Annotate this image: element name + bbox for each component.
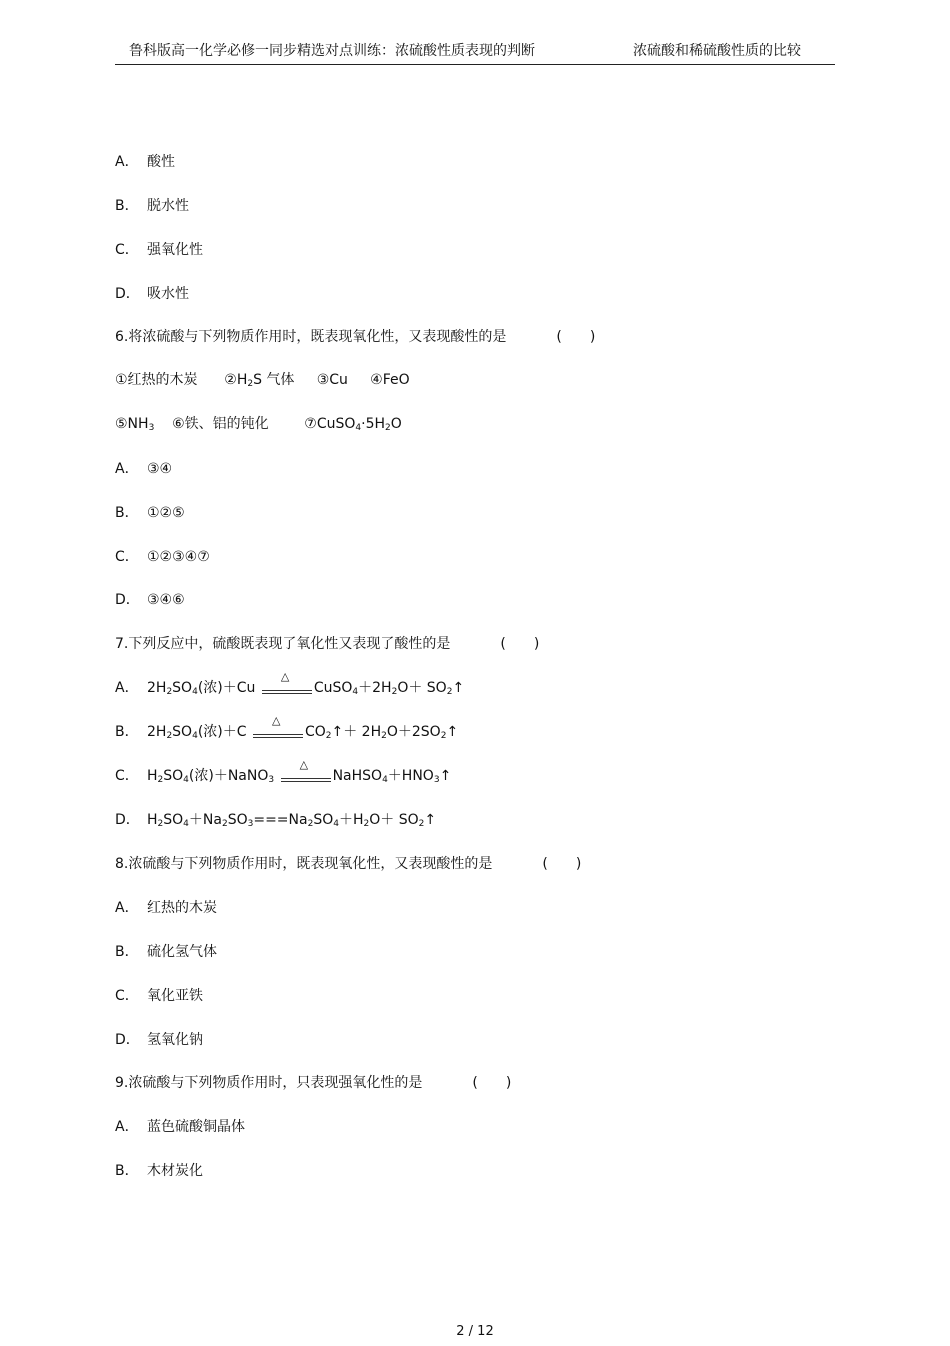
question-6-option-a: A． ③④: [115, 461, 173, 477]
question-6-option-d: D． ③④⑥: [115, 592, 185, 608]
heating-equals-sign: △: [253, 721, 303, 743]
question-7-option-c: C． $H_2SO_4$(浓)＋NaNO$_3$ △ $NaHSO_4+HNO_3↑$: [115, 758, 452, 785]
question-6-items-2: $⑤NH_3$ ⑥铁、铝的钝化 $⑦CuSO_4\cdot 5H_2O$: [115, 416, 402, 433]
question-8-stem: 8.浓硫酸与下列物质作用时，既表现氧化性，又表现酸性的是 ( ): [115, 856, 582, 872]
page-header: [115, 38, 835, 65]
q5-option-d: D． 吸水性: [115, 286, 189, 302]
question-8-option-b: B． 硫化氢气体: [115, 944, 217, 960]
question-9-option-b: B． 木材炭化: [115, 1163, 203, 1179]
page-number: 2 / 12: [456, 1324, 494, 1339]
question-8-option-d: D． 氢氧化钠: [115, 1032, 203, 1048]
question-7-option-b: B． $2H_2SO_4$(浓)＋C △ $CO_2↑+$ $2H_2O+2SO_2↑$: [115, 714, 459, 741]
question-6-items-1: ①红热的木炭 $②H_2S$ 气体 ③Cu ④FeO: [115, 372, 410, 389]
question-7-option-d: D． $H_2SO_4+Na_2SO_3===Na_2SO_4+H_2O+$ $SO_2↑$: [115, 812, 437, 829]
header-subtitle: 浓硫酸和稀硫酸性质的比较: [633, 43, 801, 59]
question-6-option-b: B． ①②⑤: [115, 505, 185, 521]
question-9-option-a: A． 蓝色硫酸铜晶体: [115, 1119, 245, 1135]
question-8-option-a: A． 红热的木炭: [115, 900, 217, 916]
q5-option-a: A． 酸性: [115, 154, 175, 170]
q5-option-c: C． 强氧化性: [115, 242, 203, 258]
heating-equals-sign: △: [262, 677, 312, 699]
question-7-stem: 7.下列反应中，硫酸既表现了氧化性又表现了酸性的是 ( ): [115, 636, 540, 652]
question-7-option-a: A． $2H_2SO_4$(浓)＋Cu △ $CuSO_4+2H_2O+$ $SO_2↑$: [115, 670, 465, 697]
question-8-option-c: C． 氧化亚铁: [115, 988, 203, 1004]
header-title: 鲁科版高一化学必修一同步精选对点训练：浓硫酸性质表现的判断: [129, 43, 535, 59]
question-6-option-c: C． ①②③④⑦: [115, 549, 210, 565]
q5-option-b: B． 脱水性: [115, 198, 189, 214]
question-6-stem: 6.将浓硫酸与下列物质作用时，既表现氧化性，又表现酸性的是 ( ): [115, 329, 596, 345]
question-9-stem: 9.浓硫酸与下列物质作用时，只表现强氧化性的是 ( ): [115, 1075, 512, 1091]
heating-equals-sign: △: [281, 765, 331, 787]
